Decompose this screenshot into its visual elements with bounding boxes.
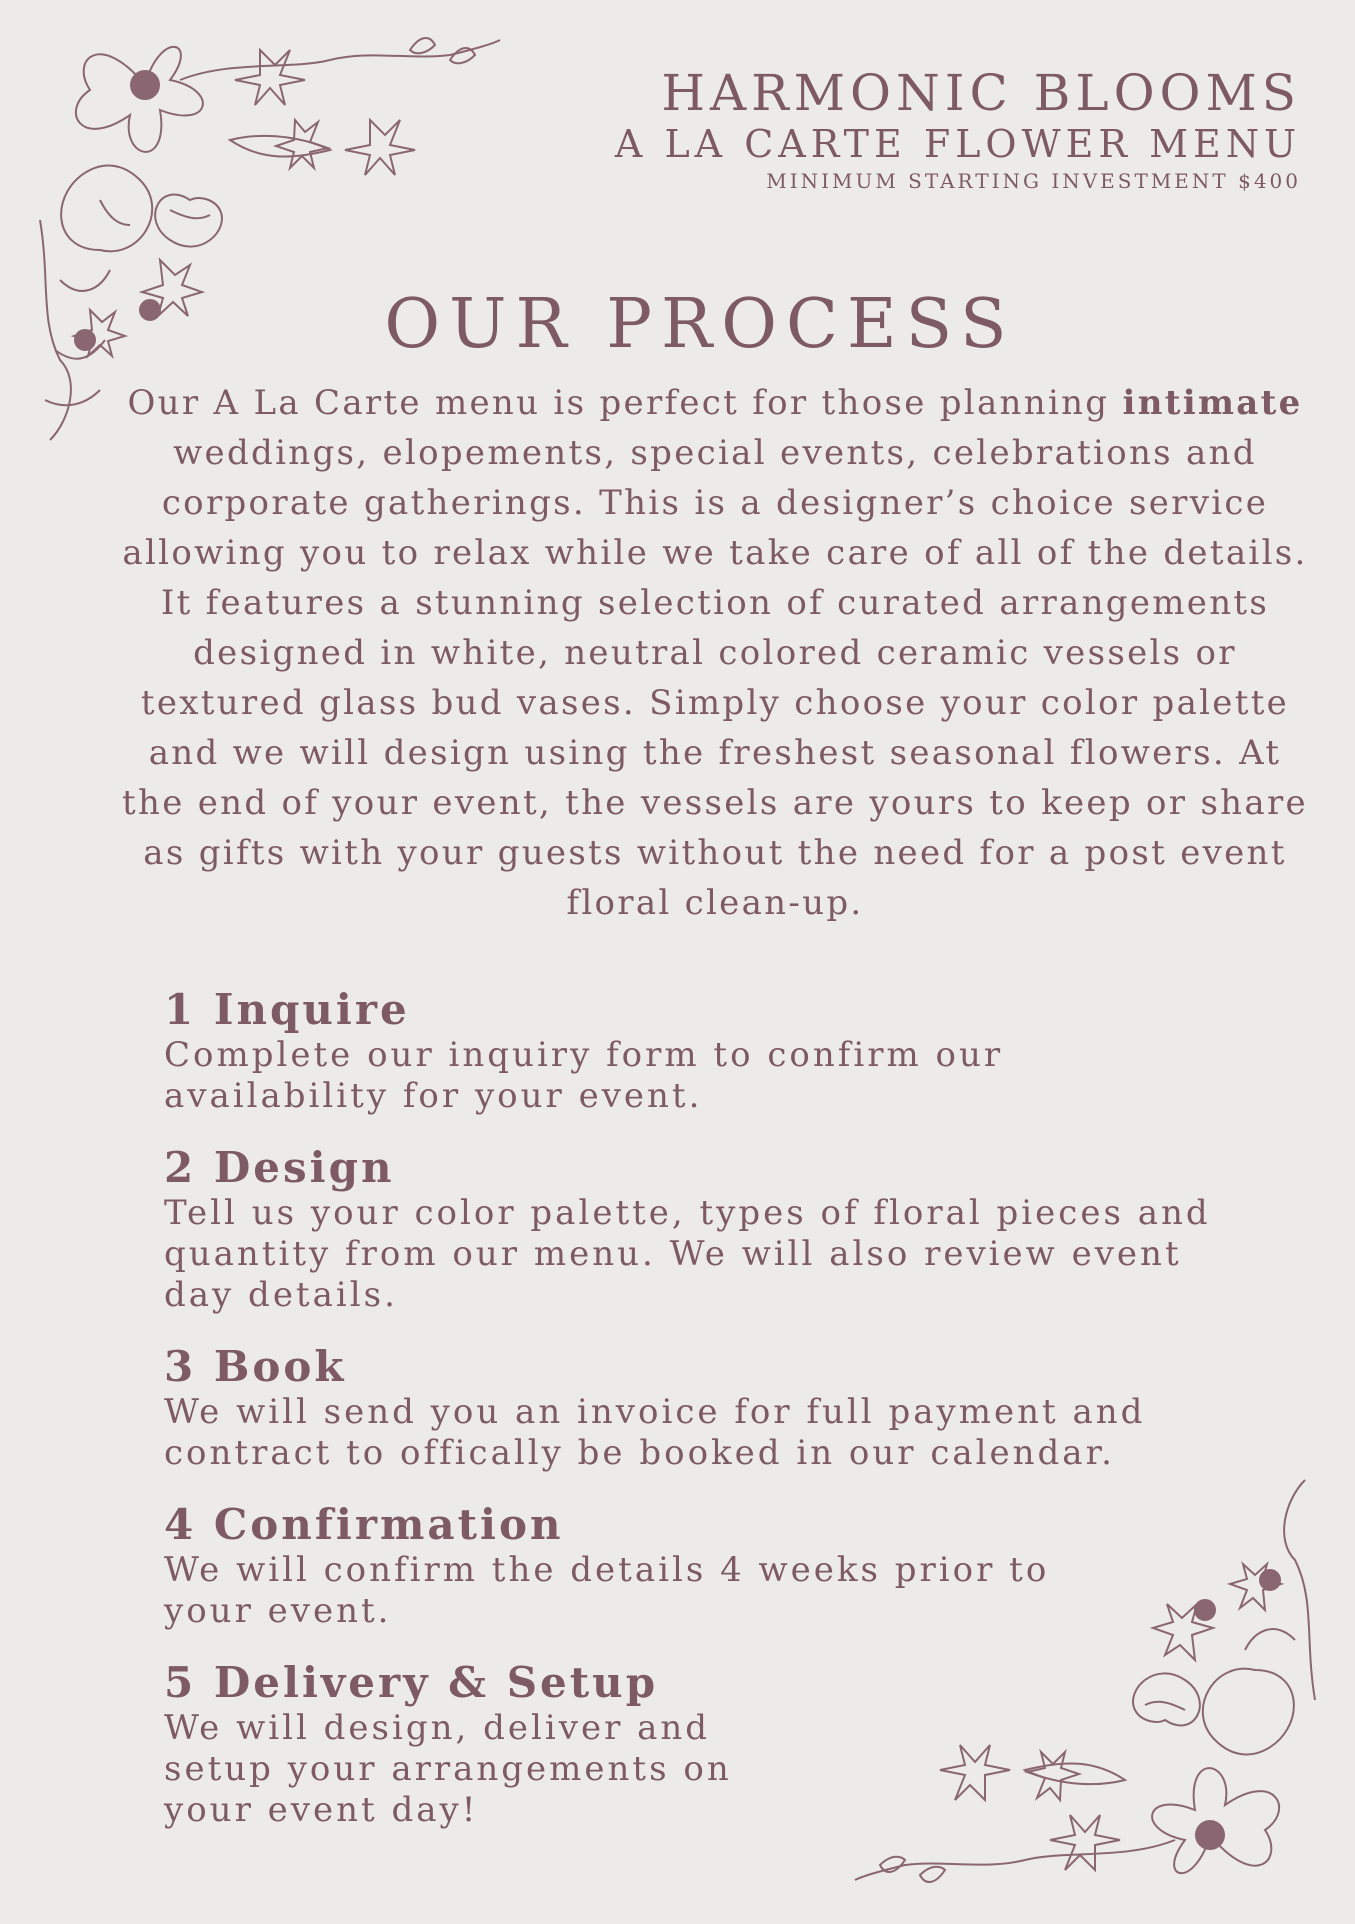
menu-title: A LA CARTE FLOWER MENU xyxy=(614,122,1301,166)
intro-prefix: Our A La Carte menu is perfect for those planning xyxy=(127,383,1110,423)
step-title: 3 Book xyxy=(164,1342,347,1391)
step-inquire xyxy=(164,985,1244,1117)
step-description: Tell us your color palette, types of floral pieces and quantity from our menu. We will also review event day details. xyxy=(164,1193,1211,1315)
process-steps xyxy=(164,985,1244,1857)
step-title: 1 Inquire xyxy=(164,985,410,1034)
brand-name: HARMONIC BLOOMS xyxy=(661,64,1301,122)
step-title: 2 Design xyxy=(164,1143,395,1192)
intro-bold-word: intimate xyxy=(1122,383,1303,423)
step-confirmation xyxy=(164,1500,1244,1632)
step-book xyxy=(164,1342,1244,1474)
intro-paragraph-2: It features a stunning selection of curated arrangements designed in white, neutral colored ceramic vessels or textured glass bud vases. Simply choose your color palette and we will design using the freshest seasonal flowers. At the end of your event, the vessels are yours to keep or share as gifts with your guests without the need for a post event floral clean-up. xyxy=(122,583,1308,923)
intro-text xyxy=(120,378,1310,928)
step-title: 4 Confirmation xyxy=(164,1500,564,1549)
intro-rest: weddings, elopements, special events, celebrations and corporate gatherings. This is a designer’s choice service allowing you to relax while we take care of all of the details. xyxy=(122,433,1308,573)
step-description: We will send you an invoice for full payment and contract to offically be booked in our calendar. xyxy=(164,1392,1146,1473)
page-title: OUR PROCESS xyxy=(384,285,1016,364)
step-design xyxy=(164,1143,1244,1316)
step-delivery-setup xyxy=(164,1658,1244,1831)
step-title: 5 Delivery & Setup xyxy=(164,1658,659,1707)
step-description: We will design, deliver and setup your arrangements on your event day! xyxy=(164,1708,732,1830)
minimum-investment: MINIMUM STARTING INVESTMENT $400 xyxy=(766,169,1301,193)
header xyxy=(615,64,1301,196)
intro-paragraph-1 xyxy=(120,378,1310,578)
step-description: Complete our inquiry form to confirm our availability for your event. xyxy=(164,1035,1004,1116)
step-description: We will confirm the details 4 weeks prior to your event. xyxy=(164,1550,1050,1631)
